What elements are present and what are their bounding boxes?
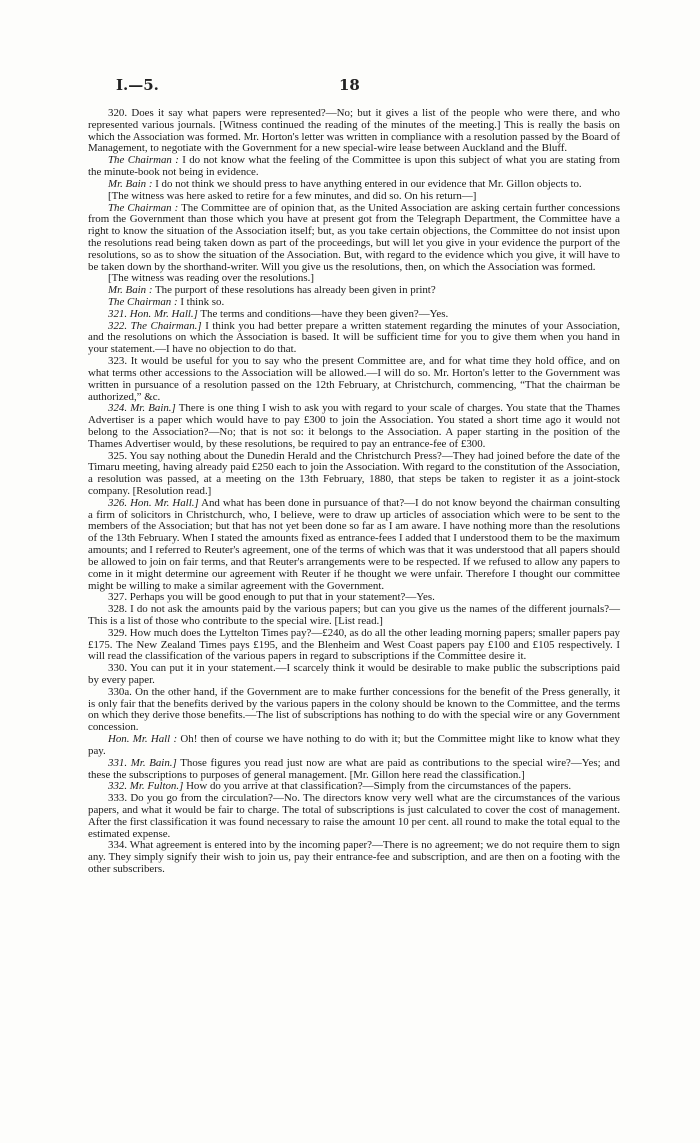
- paragraph: The Chairman : I do not know what the feeling of the Committee is upon this subject of what you are stating from the minute-book not being in evidence.: [88, 154, 620, 179]
- paragraph: Mr. Bain : I do not think we should press to have anything entered in our evidence that Mr. Gillon objects to.: [108, 177, 582, 190]
- paragraph: 330. You can put it in your statement.—I scarcely think it would be desirable to make public the subscriptions paid by every paper.: [88, 662, 620, 686]
- paragraph: 331. Mr. Bain.] Those figures you read just now are what are paid as contributions to the special wire?—Yes; and these the subscriptions to purposes of general management. [Mr. Gillon here read the classification.]: [88, 756, 621, 781]
- paragraph: 326. Hon. Mr. Hall.] And what has been done in pursuance of that?—I do not know beyond the chairman consulting a firm of solicitors in Christchurch, who, I believe, were to draw up articles of association which were to be sent to the members of the Association; but that has not yet been done so far as I am aware. I have nothing more than the resolutions of the 13th February. When I stated the amounts fixed as entrance-fees I added that I understood them to be the maximum amounts; and I referred to Reuter's agreement, one of the terms of which was that it was understood that all papers should be allowed to join on fair terms, and that Reuter's arrangements were to be respected. If we refused to allow any papers to come in it might determine our agreement with Reuter if he thought we were unfair. Therefore I thought our committee might be willing to make a similar agreement with the Government.: [88, 496, 620, 592]
- paragraph: [The witness was here asked to retire for a few minutes, and did so. On his return—]: [108, 189, 477, 202]
- paragraph: 321. Hon. Mr. Hall.] The terms and conditions—have they been given?—Yes.: [108, 307, 449, 320]
- page-number: 18: [339, 76, 360, 94]
- paragraph: 334. What agreement is entered into by the incoming paper?—There is no agreement; we do not require them to sign any. They simply signify their wish to join us, pay their entrance-fee and subscription, and are then on a footing with the other subscribers.: [88, 839, 620, 875]
- paragraph: 322. The Chairman.] I think you had better prepare a written statement regarding the minutes of your Association, and the resolutions on which the Association is based. It will be sufficient time for you to give them when you hand in your statement.—I have no objection to do that.: [88, 319, 620, 356]
- paragraph: The Chairman : I think so.: [108, 296, 225, 308]
- text-body: [88, 108, 620, 876]
- paragraph: 325. You say nothing about the Dunedin Herald and the Christchurch Press?—They had joined before the date of the Timaru meeting, having already paid £250 each to join the Association. With regard to the constitution of the Association, a resolution was passed, at a meeting on the 13th February, 1880, that steps be taken to register it as a joint-stock company. [Resolution read.]: [88, 449, 620, 497]
- paragraph: 327. Perhaps you will be good enough to put that in your statement?—Yes.: [108, 591, 435, 604]
- paragraph: 329. How much does the Lyttelton Times pay?—£240, as do all the other leading morning papers; smaller papers pay £175. The New Zealand Times pays £195, and the Blenheim and West Coast papers pay £100 and £105 respectively. I will read the classification of the various papers in regard to subscriptions if the Committee desire it.: [88, 626, 620, 663]
- paragraph: 323. It would be useful for you to say who the present Committee are, and for what time they hold office, and on what terms other accessions to the Association will be allowed.—I will do so. Mr. Horton's letter to the Government was written in pursuance of a resolution passed on the 12th February, at Christchurch, commencing, “That the chairman be authorized,” &c.: [88, 355, 620, 403]
- paragraph: 333. Do you go from the circulation?—No. The directors know very well what are the circumstances of the various papers, and what it would be fair to charge. The total of subscriptions is just calculated to cover the cost of management. After the first classification it was found necessary to raise the amount 10 per cent. all round to make the total equal to the estimated expense.: [88, 792, 620, 840]
- paragraph: Mr. Bain : The purport of these resolutions has already been given in print?: [108, 284, 436, 297]
- paragraph: 324. Mr. Bain.] There is one thing I wish to ask you with regard to your scale of charges. You state that the Thames Advertiser is a paper which would have to pay £300 to join the Association. You stated a short time ago it would not belong to the Association?—No; that is not so: it belongs to the Association. A paper starting in the position of the Thames Advertiser would, by these resolutions, be required to pay an entrance-fee of £300.: [88, 402, 620, 450]
- paragraph: [The witness was reading over the resolutions.]: [108, 272, 314, 285]
- paragraph: 328. I do not ask the amounts paid by the various papers; but can you give us the names of the different journals?—This is a list of those who contribute to the special wire. [List read.]: [88, 603, 620, 627]
- paper-reference: I.—5.: [116, 76, 159, 94]
- paragraph: Hon. Mr. Hall : Oh! then of course we have nothing to do with it; but the Committee might like to know what they pay.: [88, 733, 620, 757]
- paragraph: 330a. On the other hand, if the Government are to make further concessions for the benefit of the Press generally, it is only fair that the benefits derived by the various papers in the colony should be known to the Committee, and the terms on which they derive those benefits.—The list of subscriptions has nothing to do with the special wire or any Government concession.: [88, 685, 620, 734]
- page-header: [0, 76, 700, 98]
- paragraph: 332. Mr. Fulton.] How do you arrive at that classification?—Simply from the circumstances of the papers.: [108, 780, 572, 793]
- paragraph: 320. Does it say what papers were represented?—No; but it gives a list of the people who were there, and who represented various journals. [Witness continued the reading of the minutes of the meeting.] This is really the basis on which the Association was formed. Mr. Horton's letter was written in compliance with a resolution passed by the Board of Management, to negotiate with the Government for a new special-wire lease between Auckland and the Bluff.: [88, 107, 620, 155]
- paragraph: The Chairman : The Committee are of opinion that, as the United Association are asking certain further concessions from the Government than those which you have at present got from the Telegraph Department, the Committee have a right to know the situation of the Association itself; but, as you take certain objections, the Committee do not insist upon the resolutions read being taken down as part of the proceedings, but will let you give in your evidence the purport of the resolutions, so as to show the situation of the Association. But, with regard to the evidence which you give, it will have to be taken down by the shorthand-writer. Will you give us the resolutions, then, on which the Association was formed.: [88, 201, 620, 273]
